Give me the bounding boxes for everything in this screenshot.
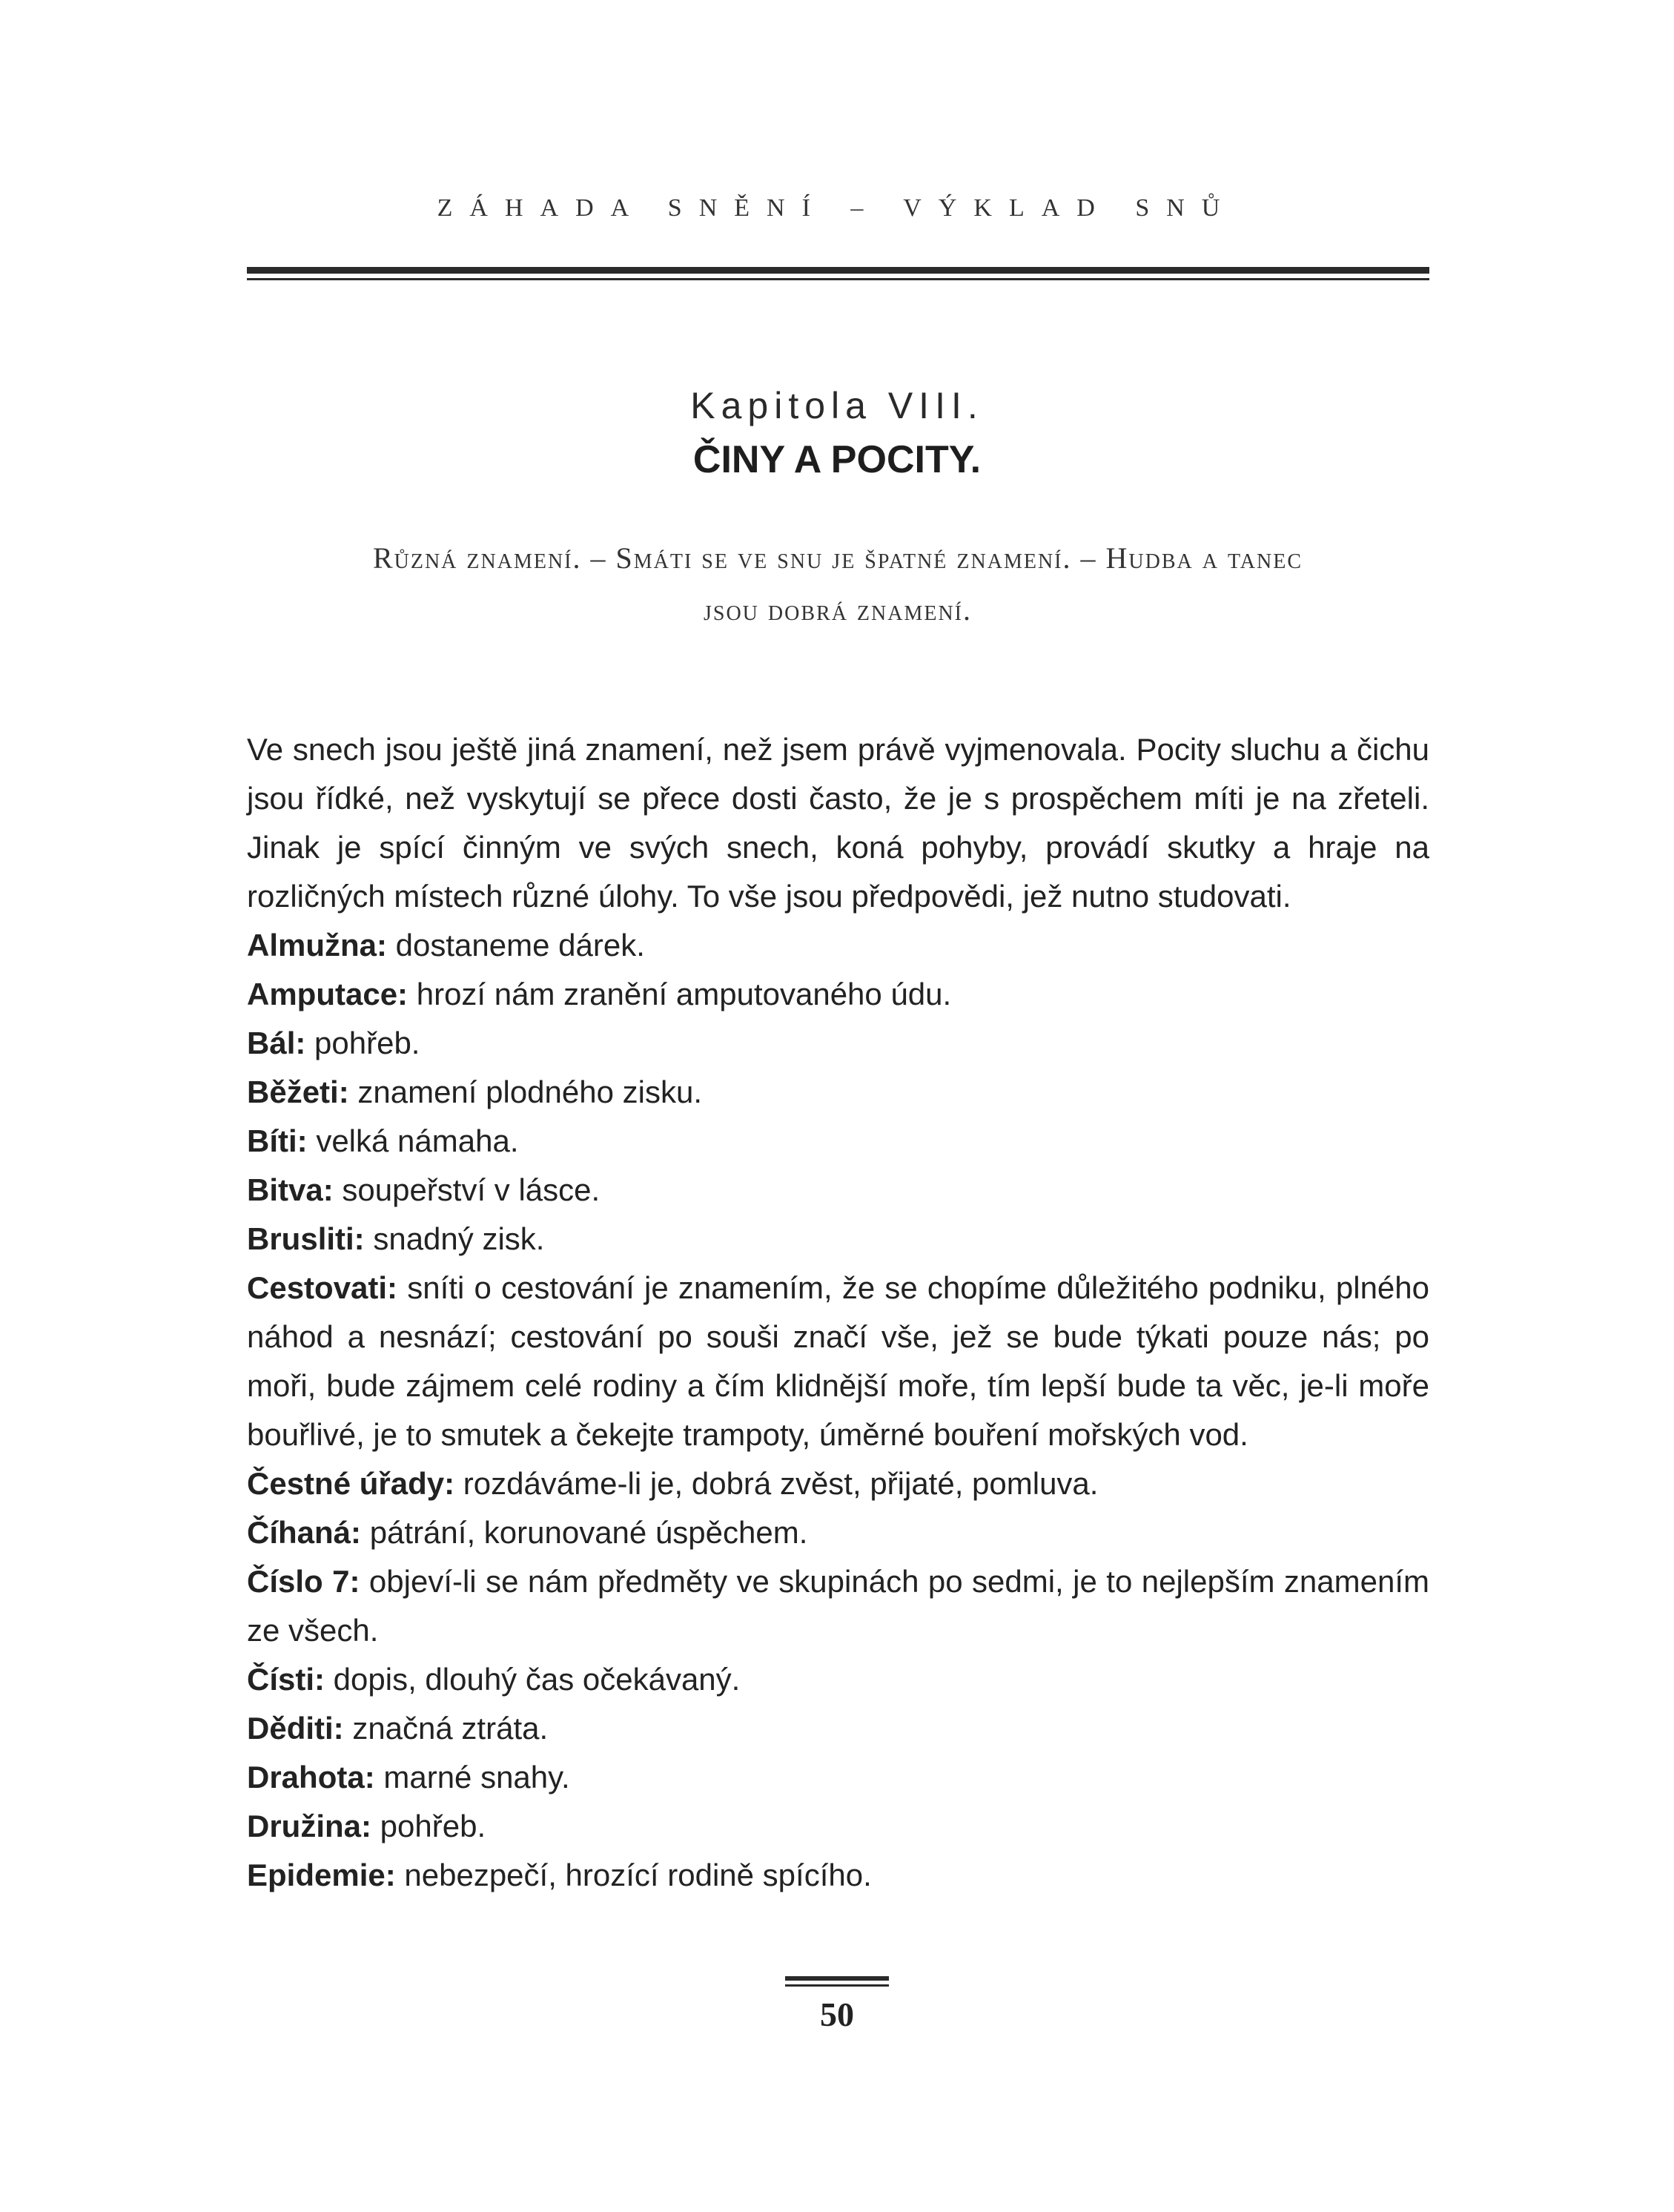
entry-term: Amputace:	[247, 977, 408, 1011]
dictionary-entry	[247, 921, 1429, 970]
entry-term: Brusliti:	[247, 1221, 365, 1256]
dictionary-entry	[247, 1117, 1429, 1166]
dictionary-entry	[247, 1655, 1429, 1704]
entry-term: Děditi:	[247, 1711, 344, 1746]
page-number: 50	[820, 1995, 854, 2033]
entry-meaning: rozdáváme-li je, dobrá zvěst, přijaté, pomluva.	[463, 1466, 1099, 1501]
chapter-summary-line-2: jsou dobrá znamení.	[703, 593, 972, 627]
footer-rule	[785, 1976, 889, 1987]
entry-meaning: značná ztráta.	[352, 1711, 549, 1746]
entry-meaning: hrozí nám zranění amputovaného údu.	[416, 977, 952, 1011]
entry-term: Bál:	[247, 1026, 306, 1060]
chapter-summary-line-1: Různá znamení. – Smáti se ve snu je špatné znamení. – Hudba a tanec	[372, 541, 1303, 575]
entry-meaning: pohřeb.	[380, 1809, 486, 1843]
entry-meaning: pohřeb.	[314, 1026, 420, 1060]
entry-term: Číhaná:	[247, 1515, 362, 1550]
dictionary-entry	[247, 1459, 1429, 1508]
dictionary-entry	[247, 970, 1429, 1019]
entry-meaning: soupeřství v lásce.	[342, 1172, 601, 1207]
entry-meaning: snadný zisk.	[373, 1221, 545, 1256]
entry-term: Bitva:	[247, 1172, 334, 1207]
dictionary-entry	[247, 1753, 1429, 1802]
dictionary-entry	[247, 1557, 1429, 1655]
entry-term: Bíti:	[247, 1123, 308, 1158]
chapter-summary	[282, 532, 1394, 636]
dictionary-entry	[247, 1068, 1429, 1117]
entry-term: Almužna:	[247, 928, 387, 963]
entry-meaning: sníti o cestování je znamením, že se chopíme důležitého podniku, plného náhod a nesnází; cestování po souši značí vše, jež se bude týkati pouze nás; po moři, bude zájmem celé rodiny a čím klidnější moře, tím lepší bude ta věc, je-li moře bouřlivé, je to smutek a čekejte trampoty, úměrné bouření mořských vod.	[247, 1270, 1430, 1452]
entry-term: Běžeti:	[247, 1074, 349, 1109]
entry-term: Čísti:	[247, 1662, 325, 1697]
entry-term: Čestné úřady:	[247, 1466, 455, 1501]
dictionary-entry	[247, 1264, 1429, 1459]
entry-meaning: objeví-li se nám předměty ve skupinách po sedmi, je to nejlepším znamením ze všech.	[247, 1564, 1429, 1648]
entry-meaning: velká námaha.	[316, 1123, 519, 1158]
chapter-title: ČINY A POCITY.	[692, 438, 982, 481]
entry-term: Číslo 7:	[247, 1564, 360, 1599]
entry-meaning: znamení plodného zisku.	[357, 1074, 702, 1109]
entry-term: Cestovati:	[247, 1270, 398, 1305]
dictionary-entry	[247, 1802, 1429, 1851]
entry-term: Epidemie:	[247, 1858, 396, 1892]
intro-paragraph: Ve snech jsou ještě jiná znamení, než jsem právě vyjmenovala. Pocity sluchu a čichu jsou řídké, než vyskytují se přece dosti často, že je s prospěchem míti je na zřeteli. Jinak je spící činným ve svých snech, koná pohyby, provádí skutky a hraje na rozličných místech různé úlohy. To vše jsou předpovědi, jež nutno studovati.	[247, 732, 1429, 914]
running-header: ZÁHADA SNĚNÍ – VÝKLAD SNŮ	[437, 194, 1237, 222]
entry-meaning: dopis, dlouhý čas očekávaný.	[333, 1662, 741, 1697]
entry-meaning: pátrání, korunované úspěchem.	[369, 1515, 808, 1550]
dictionary-entry	[247, 1508, 1429, 1557]
entry-meaning: dostaneme dárek.	[395, 928, 645, 963]
dictionary-entry	[247, 1851, 1429, 1900]
dictionary-entry	[247, 1215, 1429, 1264]
entry-term: Drahota:	[247, 1760, 375, 1795]
entry-meaning: nebezpečí, hrozící rodině spícího.	[404, 1858, 872, 1892]
dictionary-entry	[247, 1019, 1429, 1068]
chapter-body	[247, 725, 1429, 1900]
entry-meaning: marné snahy.	[383, 1760, 570, 1795]
dictionary-entry	[247, 1704, 1429, 1753]
entry-term: Družina:	[247, 1809, 371, 1843]
chapter-label: Kapitola VIII.	[690, 385, 984, 426]
dictionary-entry	[247, 1166, 1429, 1215]
header-rule	[247, 267, 1429, 280]
